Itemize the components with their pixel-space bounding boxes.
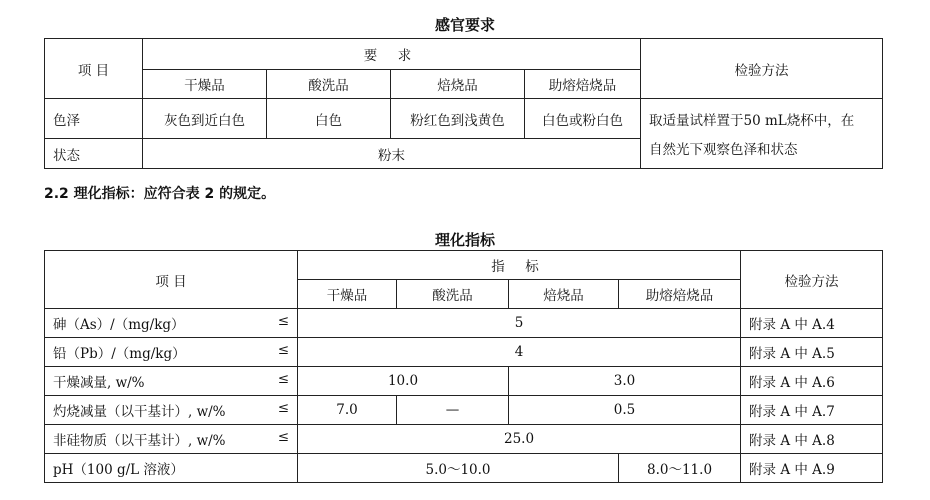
value-drying-loss-b: 3.0 [509,367,741,396]
label-text: 砷（As）/（mg/kg） [53,317,185,333]
method-line-2: 自然光下观察色泽和状态 [649,142,798,158]
cell-color-acid-washed: 白色 [267,99,391,139]
le-symbol: ≤ [277,371,289,387]
label-text: 干燥减量, w/% [53,375,145,391]
cell-state: 粉末 [143,139,641,169]
label-text: 非硅物质（以干基计）, w/% [53,433,226,449]
method-ignition-loss: 附录 A 中 A.7 [741,396,883,425]
cell-color-flux-calcined: 白色或粉白色 [525,99,641,139]
row-label-drying-loss [45,367,298,396]
t2-subhead-calcined: 焙烧品 [509,280,619,309]
section-note: 2.2 理化指标：应符合表 2 的规定。 [44,186,276,202]
sensory-table [44,38,883,169]
row-label-color: 色泽 [45,99,143,139]
label-text: 灼烧减量（以干基计）, w/% [53,404,226,420]
subhead-calcined: 焙烧品 [391,70,525,99]
label-text: 铅（Pb）/（mg/kg） [53,346,186,362]
row-label-lead [45,338,298,367]
row-label-state: 状态 [45,139,143,169]
table1-caption: 感官要求 [434,16,495,34]
value-drying-loss-a: 10.0 [298,367,509,396]
head-requirement: 要 求 [143,39,641,70]
value-ignition-loss-b: — [397,396,509,425]
t2-head-index: 指 标 [298,251,741,280]
method-line-1: 取适量试样置于50 mL烧杯中，在 [649,113,855,129]
head-item: 项 目 [45,39,143,99]
physicochemical-table [44,250,883,483]
t2-head-method: 检验方法 [741,251,883,309]
cell-method [641,99,883,169]
le-symbol: ≤ [277,342,289,358]
cell-color-calcined: 粉红色到浅黄色 [391,99,525,139]
value-ignition-loss-c: 0.5 [509,396,741,425]
value-ph-b: 8.0～11.0 [619,454,741,483]
t2-subhead-dried: 干燥品 [298,280,397,309]
value-ignition-loss-a: 7.0 [298,396,397,425]
row-label-non-silicon [45,425,298,454]
t2-subhead-acid-washed: 酸洗品 [397,280,509,309]
method-non-silicon: 附录 A 中 A.8 [741,425,883,454]
table2-caption: 理化指标 [434,231,495,249]
method-arsenic: 附录 A 中 A.4 [741,309,883,338]
row-label-arsenic [45,309,298,338]
t2-head-item: 项 目 [45,251,298,309]
cell-color-dried: 灰色到近白色 [143,99,267,139]
subhead-acid-washed: 酸洗品 [267,70,391,99]
head-method: 检验方法 [641,39,883,99]
value-ph-a: 5.0～10.0 [298,454,619,483]
value-arsenic: 5 [298,309,741,338]
method-ph: 附录 A 中 A.9 [741,454,883,483]
row-label-ignition-loss [45,396,298,425]
value-lead: 4 [298,338,741,367]
le-symbol: ≤ [277,400,289,416]
subhead-flux-calcined: 助熔焙烧品 [525,70,641,99]
method-lead: 附录 A 中 A.5 [741,338,883,367]
t2-subhead-flux-calcined: 助熔焙烧品 [619,280,741,309]
method-drying-loss: 附录 A 中 A.6 [741,367,883,396]
le-symbol: ≤ [277,429,289,445]
value-non-silicon: 25.0 [298,425,741,454]
row-label-ph: pH（100 g/L 溶液） [45,454,298,483]
le-symbol: ≤ [277,313,289,329]
subhead-dried: 干燥品 [143,70,267,99]
